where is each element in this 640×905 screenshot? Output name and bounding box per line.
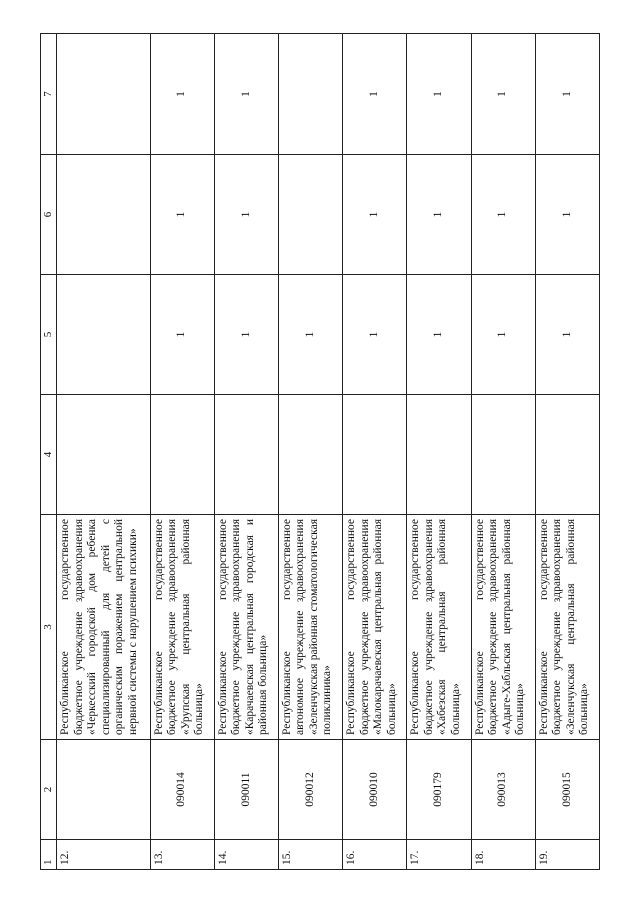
column-5-value: 1 — [407, 275, 471, 395]
institution-code: 090015 — [535, 740, 599, 840]
institution-name: Республиканское государственное автономное учреждение здравоохранения «Зеленчукская районная стоматологическая поликлиника» — [278, 515, 342, 740]
row-number: 16. — [343, 840, 407, 870]
column-4-value — [214, 395, 278, 515]
column-number: 2 — [41, 740, 57, 840]
column-4-value — [407, 395, 471, 515]
table-row — [407, 34, 471, 870]
institution-name: Республиканское государственное бюджетное учреждение здравоохранения «Карачаевская центральная городская и районная больница» — [214, 515, 278, 740]
column-5-value — [57, 275, 151, 395]
row-number: 17. — [407, 840, 471, 870]
column-7-value: 1 — [150, 34, 214, 155]
institution-code: 090013 — [471, 740, 535, 840]
institution-code: 090014 — [150, 740, 214, 840]
row-number: 19. — [535, 840, 599, 870]
column-number: 6 — [41, 155, 57, 275]
column-6-value: 1 — [407, 155, 471, 275]
column-number: 5 — [41, 275, 57, 395]
row-number: 13. — [150, 840, 214, 870]
column-6-value: 1 — [150, 155, 214, 275]
institution-name: Республиканское государственное бюджетное учреждение здравоохранения «Адыге-Хабльская центральная районная больница» — [471, 515, 535, 740]
column-6-value: 1 — [535, 155, 599, 275]
table-body — [41, 34, 600, 870]
institution-name: Республиканское государственное бюджетное учреждение здравоохранения «Зеленчукская центральная районная больница» — [535, 515, 599, 740]
column-5-value: 1 — [535, 275, 599, 395]
institution-code: 090011 — [214, 740, 278, 840]
table-row — [278, 34, 342, 870]
column-5-value: 1 — [150, 275, 214, 395]
column-6-value: 1 — [471, 155, 535, 275]
column-7-value — [57, 34, 151, 155]
column-4-value — [278, 395, 342, 515]
institution-name: Республиканское государственное бюджетное учреждение здравоохранения «Черкесский городской дом ребенка специализированный для детей с органическим поражением центральной нервной системы с нарушением психики» — [57, 515, 151, 740]
column-5-value: 1 — [343, 275, 407, 395]
column-4-value — [471, 395, 535, 515]
column-4-value — [535, 395, 599, 515]
table-row — [150, 34, 214, 870]
rotated-table-container — [40, 34, 600, 870]
institution-code: 090012 — [278, 740, 342, 840]
table-row — [343, 34, 407, 870]
row-number: 14. — [214, 840, 278, 870]
column-4-value — [57, 395, 151, 515]
column-number: 1 — [41, 840, 57, 870]
column-4-value — [343, 395, 407, 515]
column-7-value: 1 — [535, 34, 599, 155]
row-number: 12. — [57, 840, 151, 870]
table-row — [214, 34, 278, 870]
column-number-row — [41, 34, 57, 870]
column-5-value: 1 — [214, 275, 278, 395]
column-5-value: 1 — [278, 275, 342, 395]
institution-name: Республиканское государственное бюджетное учреждение здравоохранения «Малокарачаевская центральная районная больница» — [343, 515, 407, 740]
column-6-value — [57, 155, 151, 275]
document-page — [40, 34, 600, 870]
column-7-value: 1 — [471, 34, 535, 155]
table-row — [57, 34, 151, 870]
column-number: 4 — [41, 395, 57, 515]
row-number: 18. — [471, 840, 535, 870]
institution-name: Республиканское государственное бюджетное учреждение здравоохранения «Хабезская центральная районная больница» — [407, 515, 471, 740]
facilities-table — [40, 33, 600, 870]
institution-code: 090010 — [343, 740, 407, 840]
row-number: 15. — [278, 840, 342, 870]
table-row — [535, 34, 599, 870]
column-number: 3 — [41, 515, 57, 740]
column-4-value — [150, 395, 214, 515]
column-number: 7 — [41, 34, 57, 155]
column-7-value: 1 — [214, 34, 278, 155]
institution-code: 090179 — [407, 740, 471, 840]
column-7-value: 1 — [407, 34, 471, 155]
institution-code — [57, 740, 151, 840]
column-5-value: 1 — [471, 275, 535, 395]
column-6-value: 1 — [214, 155, 278, 275]
institution-name: Республиканское государственное бюджетное учреждение здравоохранения «Урупская центральная районная больница» — [150, 515, 214, 740]
column-7-value: 1 — [343, 34, 407, 155]
column-6-value: 1 — [343, 155, 407, 275]
column-6-value — [278, 155, 342, 275]
column-7-value — [278, 34, 342, 155]
table-row — [471, 34, 535, 870]
